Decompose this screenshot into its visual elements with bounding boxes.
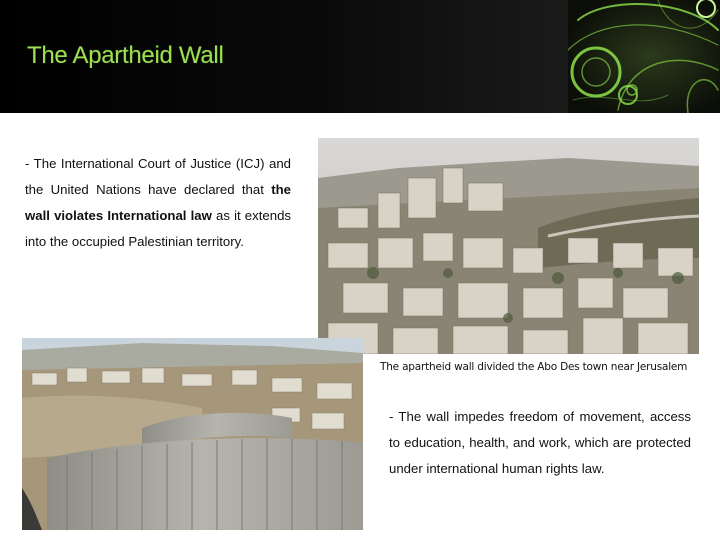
paragraph-icj-statement [25,151,291,255]
photo-separation-wall [22,338,363,530]
paragraph1-bold-text: the wall violates International law [25,182,291,223]
photo-caption: The apartheid wall divided the Abo Des town near Jerusalem [380,361,688,373]
paragraph1-outro: as it extends into the occupied Palestinian territory. [25,208,291,249]
paragraph-freedom-of-movement: - The wall impedes freedom of movement, access to education, health, and work, which are protected under international human rights law. [389,409,691,476]
decorative-swirl-graphic [568,0,720,113]
slide-header [0,0,720,113]
paragraph1-intro: - The International Court of Justice (ICJ) and the United Nations have declared that [25,156,291,197]
slide-title: The Apartheid Wall [27,42,224,69]
photo-abu-dis-town [318,138,699,354]
